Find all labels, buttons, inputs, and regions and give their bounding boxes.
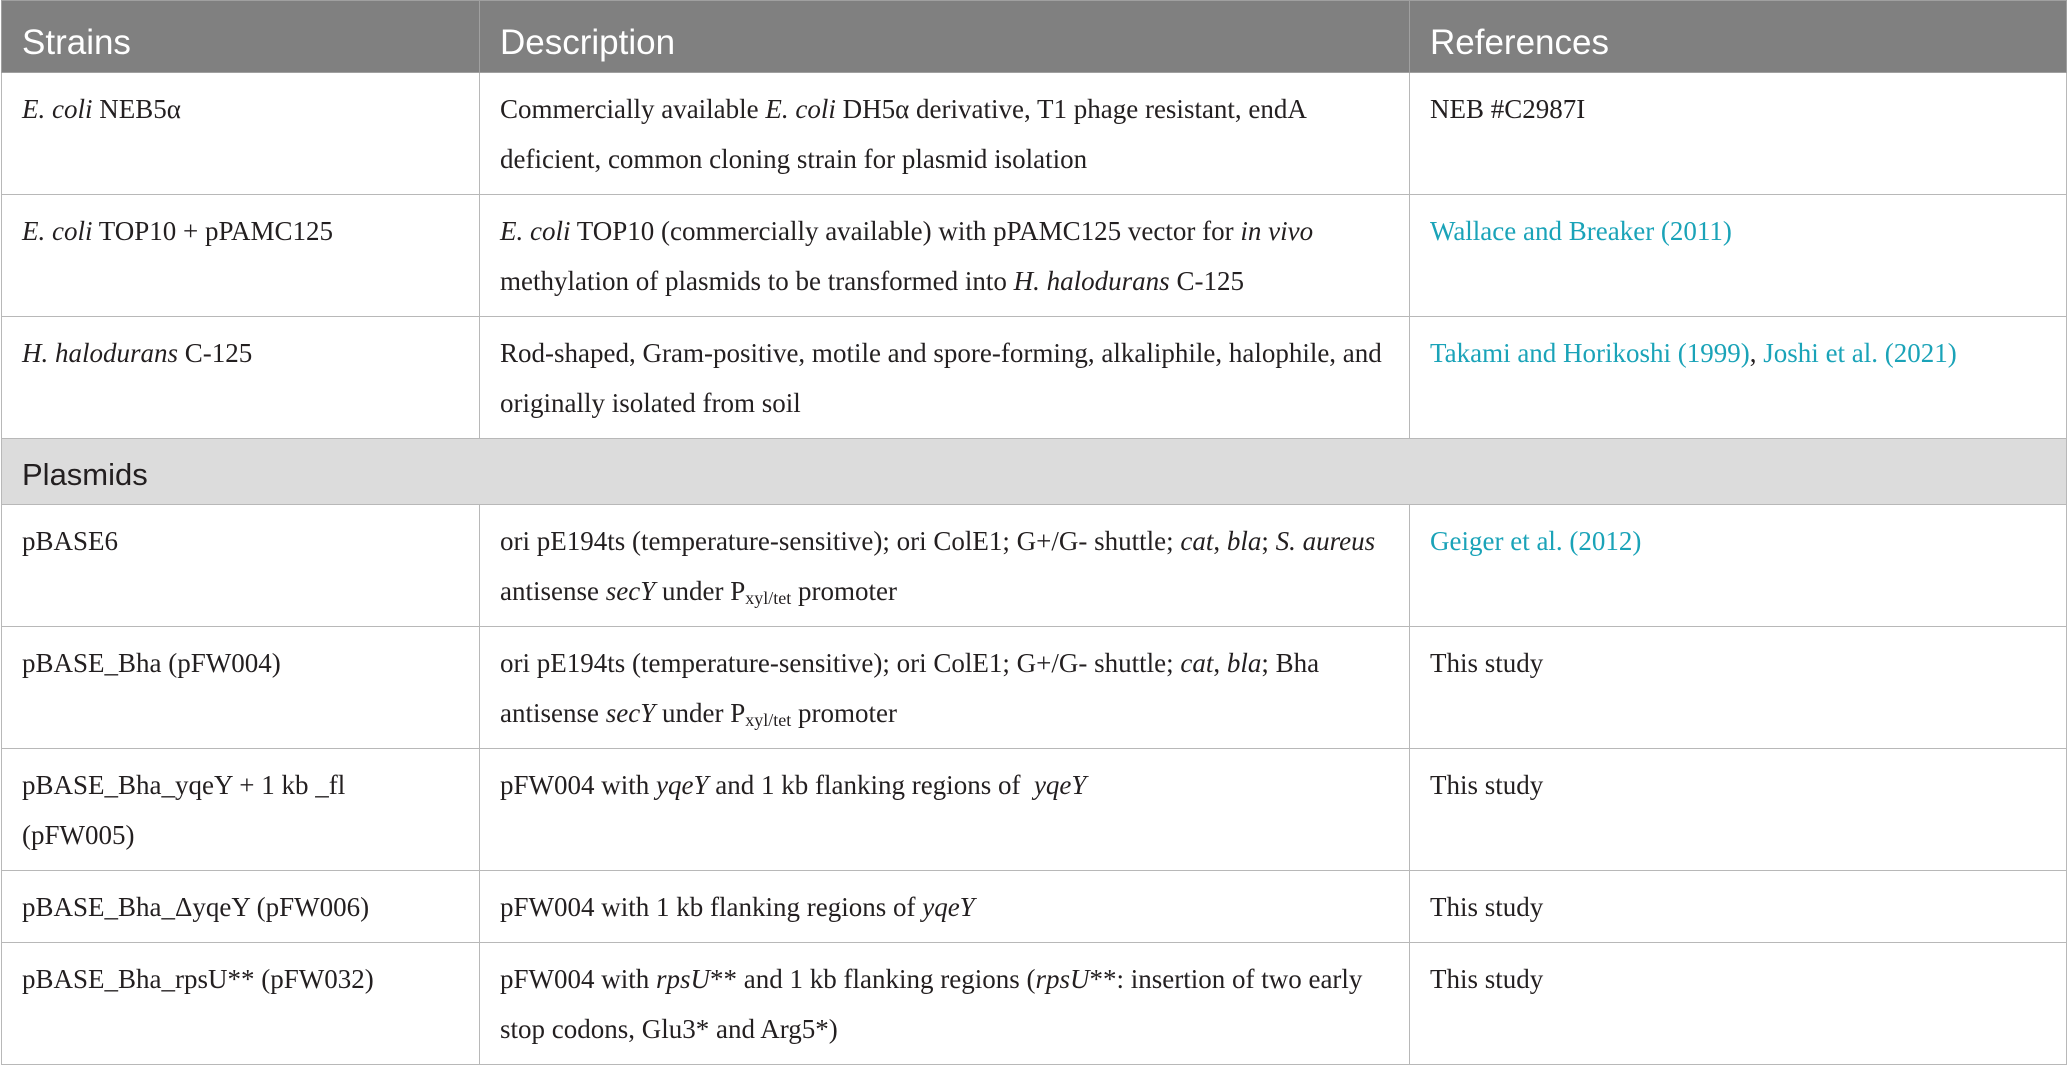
reference-cell: This study <box>1410 749 2067 871</box>
strain-cell: pBASE_Bha_ΔyqeY (pFW006) <box>2 871 480 943</box>
description-cell: ori pE194ts (temperature-sensitive); ori ColE1; G+/G- shuttle; cat, bla; S. aureus antisense secY under $P_{xyl/tet}$ promoter <box>480 505 1410 627</box>
strain-cell: H. halodurans C-125 <box>2 317 480 439</box>
description-cell: E. coli TOP10 (commercially available) with pPAMC125 vector for in vivo methylation of plasmids to be transformed into H. halodurans C-125 <box>480 195 1410 317</box>
reference-cell: This study <box>1410 943 2067 1065</box>
strain-cell: pBASE6 <box>2 505 480 627</box>
header-references: References <box>1410 1 2067 73</box>
reference-cell <box>1410 505 2067 627</box>
description-cell: ori pE194ts (temperature-sensitive); ori ColE1; G+/G- shuttle; cat, bla; Bha antisense secY under $P_{xyl/tet}$ promoter <box>480 627 1410 749</box>
strains-plasmids-table <box>1 0 2067 1065</box>
table-row <box>2 195 2067 317</box>
description-cell: pFW004 with rpsU** and 1 kb flanking regions (rpsU**: insertion of two early stop codons, Glu3* and Arg5*) <box>480 943 1410 1065</box>
reference-link[interactable]: Geiger et al. (2012) <box>1430 526 1642 556</box>
reference-cell: This study <box>1410 871 2067 943</box>
header-row <box>2 1 2067 73</box>
table-row <box>2 749 2067 871</box>
section-row <box>2 439 2067 505</box>
reference-cell <box>1410 195 2067 317</box>
table-row <box>2 505 2067 627</box>
table-row <box>2 871 2067 943</box>
description-cell: pFW004 with yqeY and 1 kb flanking regions of yqeY <box>480 749 1410 871</box>
description-cell: Rod-shaped, Gram-positive, motile and spore-forming, alkaliphile, halophile, and originally isolated from soil <box>480 317 1410 439</box>
header-description: Description <box>480 1 1410 73</box>
reference-cell: NEB #C2987I <box>1410 73 2067 195</box>
reference-cell: This study <box>1410 627 2067 749</box>
section-label-plasmids: Plasmids <box>2 439 2067 505</box>
description-cell: Commercially available E. coli DH5α derivative, T1 phage resistant, endA deficient, common cloning strain for plasmid isolation <box>480 73 1410 195</box>
reference-link[interactable]: Takami and Horikoshi (1999) <box>1430 338 1750 368</box>
table-row <box>2 943 2067 1065</box>
strain-cell: pBASE_Bha_yqeY + 1 kb _fl (pFW005) <box>2 749 480 871</box>
strain-cell: pBASE_Bha (pFW004) <box>2 627 480 749</box>
table-row <box>2 317 2067 439</box>
description-cell: pFW004 with 1 kb flanking regions of yqeY <box>480 871 1410 943</box>
header-strains: Strains <box>2 1 480 73</box>
reference-cell: Takami and Horikoshi (1999), Joshi et al. (2021) <box>1410 317 2067 439</box>
strain-cell: E. coli NEB5α <box>2 73 480 195</box>
table-row <box>2 627 2067 749</box>
strain-cell: E. coli TOP10 + pPAMC125 <box>2 195 480 317</box>
table-row <box>2 73 2067 195</box>
strain-cell: pBASE_Bha_rpsU** (pFW032) <box>2 943 480 1065</box>
reference-link[interactable]: Joshi et al. (2021) <box>1763 338 1957 368</box>
reference-link[interactable]: Wallace and Breaker (2011) <box>1430 216 1732 246</box>
